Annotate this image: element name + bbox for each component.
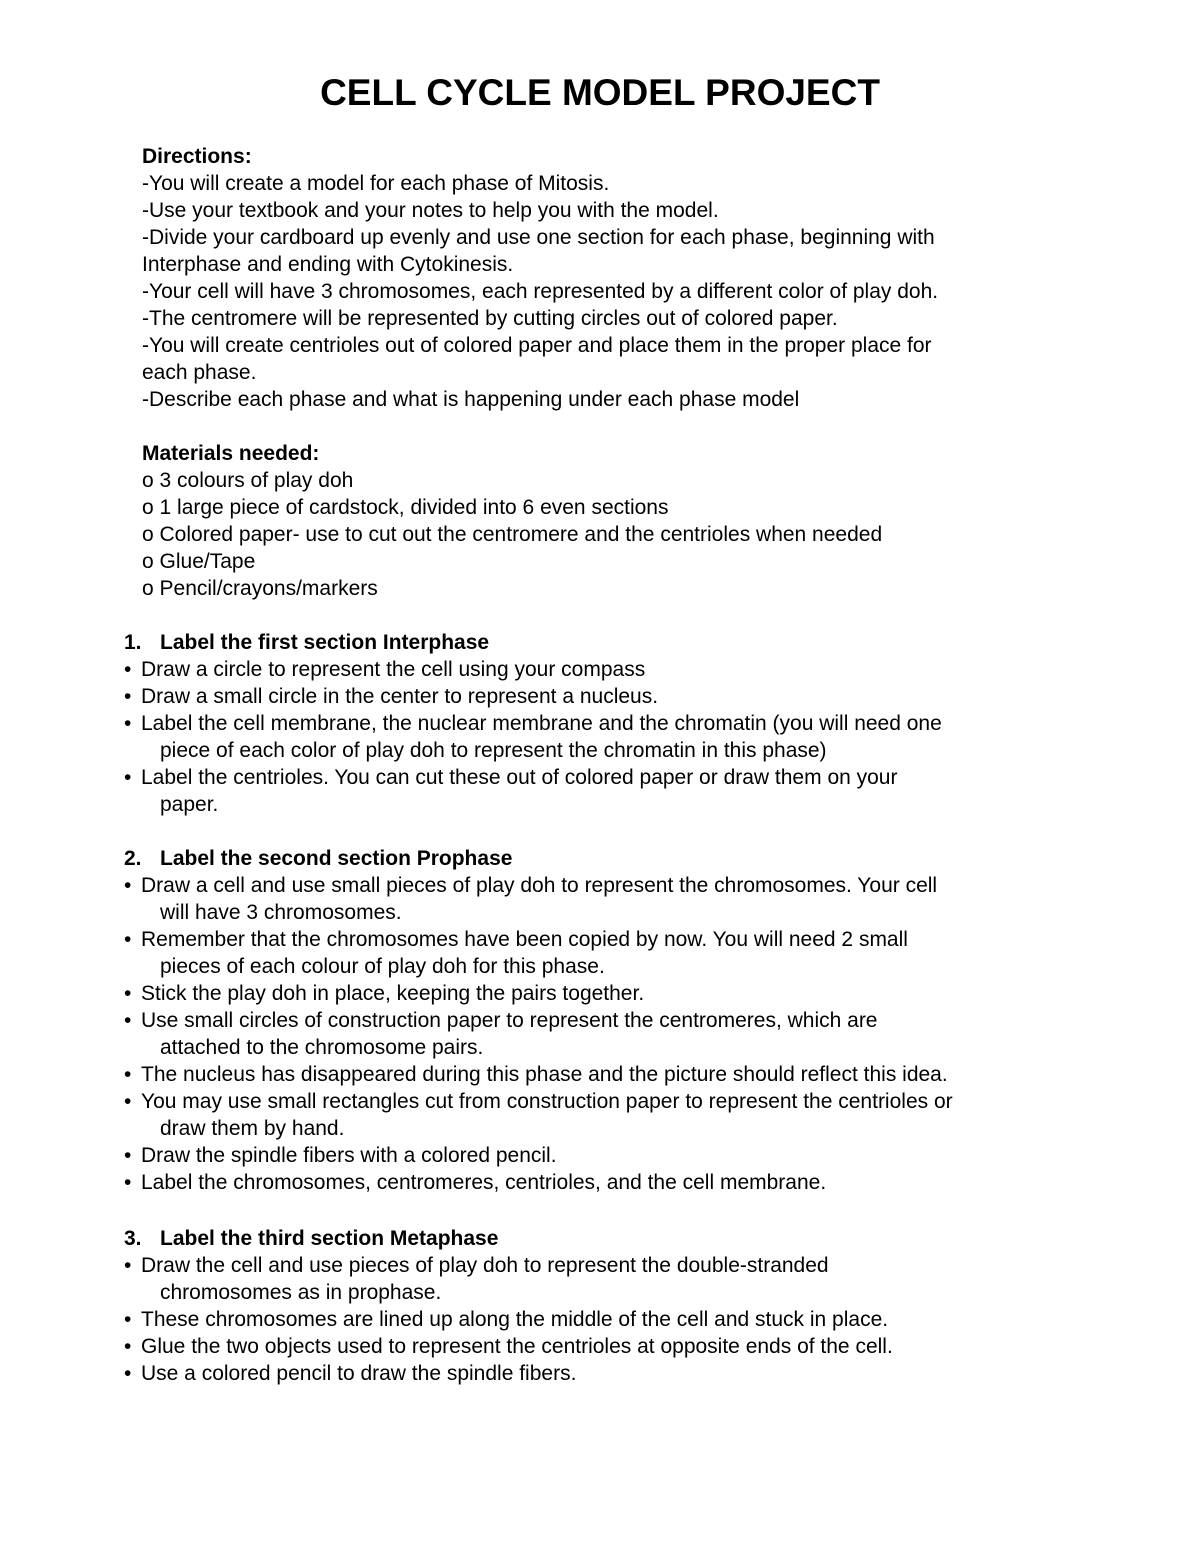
bullet-icon: • <box>124 1090 132 1113</box>
bullet-icon: • <box>124 1171 132 1194</box>
bullet-icon: • <box>124 1335 132 1358</box>
bullet-item <box>124 1142 1064 1169</box>
bullet-text: Stick the play doh in place, keeping the pairs together. <box>141 982 645 1005</box>
bullet-text-continued: attached to the chromosome pairs. <box>160 1036 484 1059</box>
bullet-item <box>124 1333 1064 1360</box>
directions-line: Interphase and ending with Cytokinesis. <box>142 253 514 276</box>
directions-line: -You will create a model for each phase of Mitosis. <box>142 172 610 195</box>
directions-line: -The centromere will be represented by cutting circles out of colored paper. <box>142 307 838 330</box>
bullet-text: Label the cell membrane, the nuclear membrane and the chromatin (you will need one <box>141 712 942 735</box>
bullet-text-continued: paper. <box>160 793 219 816</box>
materials-heading: Materials needed: <box>142 442 320 465</box>
bullet-item <box>124 1007 1064 1061</box>
directions-line: -Describe each phase and what is happening under each phase model <box>142 388 800 411</box>
bullet-item <box>124 683 1064 710</box>
directions-block <box>142 143 1062 413</box>
bullet-text: Remember that the chromosomes have been copied by now. You will need 2 small <box>141 928 908 951</box>
directions-line: -Use your textbook and your notes to help you with the model. <box>142 199 719 222</box>
bullet-text-continued: chromosomes as in prophase. <box>160 1281 442 1304</box>
bullet-text: You may use small rectangles cut from construction paper to represent the centrioles or <box>141 1090 953 1113</box>
bullet-icon: • <box>124 658 132 681</box>
directions-line: each phase. <box>142 361 257 384</box>
bullet-text-continued: piece of each color of play doh to represent the chromatin in this phase) <box>160 739 827 762</box>
bullet-icon: • <box>124 982 132 1005</box>
section-interphase <box>124 629 1064 818</box>
bullet-text: Draw the cell and use pieces of play doh to represent the double-stranded <box>141 1254 829 1277</box>
section-heading-text: Label the first section Interphase <box>160 631 490 654</box>
bullet-item <box>124 1061 1064 1088</box>
bullet-item <box>124 1306 1064 1333</box>
materials-block <box>142 440 1062 602</box>
materials-item: o 1 large piece of cardstock, divided into 6 even sections <box>142 496 669 519</box>
bullet-text: Draw a small circle in the center to represent a nucleus. <box>141 685 659 708</box>
bullet-item <box>124 872 1064 926</box>
section-number: 2. <box>124 847 142 870</box>
bullet-text-continued: draw them by hand. <box>160 1117 345 1140</box>
materials-item: o 3 colours of play doh <box>142 469 354 492</box>
directions-line: -Divide your cardboard up evenly and use one section for each phase, beginning with <box>142 226 935 249</box>
section-heading <box>124 1225 1064 1252</box>
bullet-item <box>124 1169 1064 1196</box>
section-number: 3. <box>124 1227 142 1250</box>
section-metaphase <box>124 1225 1064 1387</box>
bullet-text: Glue the two objects used to represent the centrioles at opposite ends of the cell. <box>141 1335 893 1358</box>
bullet-text: The nucleus has disappeared during this phase and the picture should reflect this idea. <box>141 1063 948 1086</box>
bullet-icon: • <box>124 928 132 951</box>
bullet-text-continued: pieces of each colour of play doh for this phase. <box>160 955 605 978</box>
bullet-item <box>124 1252 1064 1306</box>
bullet-item <box>124 656 1064 683</box>
materials-item: o Colored paper- use to cut out the centromere and the centrioles when needed <box>142 523 883 546</box>
section-number: 1. <box>124 631 142 654</box>
bullet-icon: • <box>124 1308 132 1331</box>
bullet-item <box>124 710 1064 764</box>
section-prophase <box>124 845 1064 1196</box>
bullet-icon: • <box>124 1063 132 1086</box>
bullet-text: These chromosomes are lined up along the middle of the cell and stuck in place. <box>141 1308 889 1331</box>
section-heading <box>124 629 1064 656</box>
bullet-text: Label the centrioles. You can cut these out of colored paper or draw them on your <box>141 766 898 789</box>
bullet-text: Draw the spindle fibers with a colored pencil. <box>141 1144 557 1167</box>
bullet-text: Use small circles of construction paper to represent the centromeres, which are <box>141 1009 878 1032</box>
bullet-icon: • <box>124 1009 132 1032</box>
bullet-item <box>124 1088 1064 1142</box>
directions-heading: Directions: <box>142 145 252 168</box>
materials-item: o Glue/Tape <box>142 550 256 573</box>
bullet-icon: • <box>124 1362 132 1385</box>
bullet-text: Label the chromosomes, centromeres, centrioles, and the cell membrane. <box>141 1171 827 1194</box>
section-heading-text: Label the third section Metaphase <box>160 1227 499 1250</box>
section-heading <box>124 845 1064 872</box>
bullet-icon: • <box>124 1144 132 1167</box>
bullet-text-continued: will have 3 chromosomes. <box>160 901 402 924</box>
directions-line: -Your cell will have 3 chromosomes, each represented by a different color of play doh. <box>142 280 939 303</box>
bullet-icon: • <box>124 685 132 708</box>
bullet-item <box>124 1360 1064 1387</box>
bullet-icon: • <box>124 712 132 735</box>
materials-item: o Pencil/crayons/markers <box>142 577 378 600</box>
page-title: CELL CYCLE MODEL PROJECT <box>320 72 880 113</box>
bullet-icon: • <box>124 1254 132 1277</box>
directions-line: -You will create centrioles out of colored paper and place them in the proper place for <box>142 334 932 357</box>
bullet-item <box>124 926 1064 980</box>
bullet-text: Draw a circle to represent the cell using your compass <box>141 658 646 681</box>
bullet-item <box>124 980 1064 1007</box>
bullet-text: Use a colored pencil to draw the spindle fibers. <box>141 1362 577 1385</box>
bullet-icon: • <box>124 766 132 789</box>
bullet-text: Draw a cell and use small pieces of play doh to represent the chromosomes. Your cell <box>141 874 938 897</box>
bullet-icon: • <box>124 874 132 897</box>
section-heading-text: Label the second section Prophase <box>160 847 513 870</box>
bullet-item <box>124 764 1064 818</box>
